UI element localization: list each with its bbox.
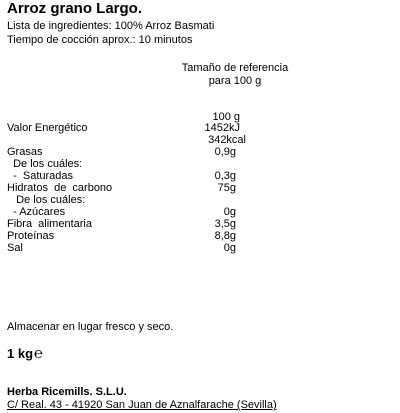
nutrition-row-label: Sal [7, 242, 23, 254]
product-title: Arroz grano Largo. [7, 0, 143, 17]
cooking-time-text: Tiempo de cocción aprox.: 10 minutos [7, 34, 193, 46]
nutrition-row-value: 0,3g [214, 170, 236, 182]
nutrition-row-label: Grasas [7, 146, 43, 158]
estimated-sign-icon: ℮ [34, 345, 44, 362]
reference-size-line1: Tamaño de referencia [181, 62, 289, 74]
storage-instructions: Almacenar en lugar fresco y seco. [7, 321, 174, 333]
net-weight-value: 1 kg [7, 346, 34, 361]
nutrition-row-label: - Saturadas [7, 170, 74, 182]
energy-kcal-value: 342kcal [208, 134, 246, 146]
nutrition-row-value: 3,5g [214, 218, 236, 230]
energy-kj-value: 1452kJ [204, 122, 240, 134]
nutrition-row-value: 75g [217, 182, 236, 194]
net-weight [7, 346, 43, 362]
nutrition-row-value: 0,9g [214, 146, 236, 158]
per-100g-header: 100 g [212, 111, 240, 123]
reference-size-line2: para 100 g [208, 75, 262, 87]
nutrition-row-label: Proteínas [7, 230, 55, 242]
ingredients-text: Lista de ingredientes: 100% Arroz Basmati [7, 20, 215, 32]
nutrition-row-label: De los cuáles: [7, 194, 86, 206]
nutrition-row-value: 0g [223, 242, 236, 254]
nutrition-row-label: Hidratos de carbono [7, 182, 113, 194]
nutrition-row-label: - Azúcares [7, 206, 66, 218]
energy-label: Valor Energético [7, 122, 88, 134]
company-address: C/ Real. 43 - 41920 San Juan de Aznalfarache (Sevilla) [7, 399, 277, 411]
nutrition-row-label: De los cuáles: [7, 158, 83, 170]
nutrition-row-value: 8,8g [214, 230, 236, 242]
nutrition-row-value: 0g [223, 206, 236, 218]
company-name: Herba Ricemills. S.L.U. [7, 386, 127, 398]
nutrition-row-label: Fibra alimentaria [7, 218, 92, 230]
